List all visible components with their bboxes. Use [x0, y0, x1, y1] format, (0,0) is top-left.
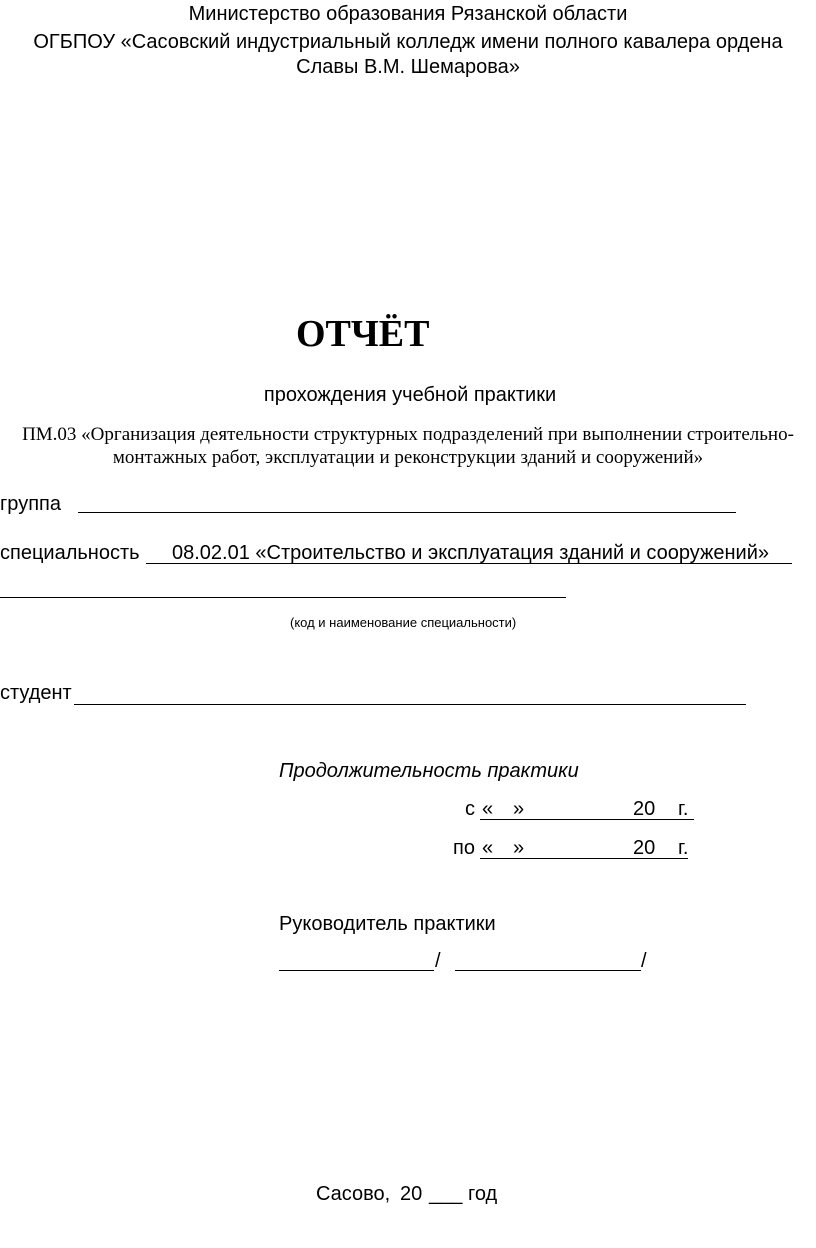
duration-from-year: 20	[633, 798, 656, 820]
footer-year-prefix: 20	[400, 1183, 423, 1205]
duration-to-prefix: по	[453, 837, 475, 859]
group-fill-line	[78, 512, 736, 513]
college-line-1: ОГБПОУ «Сасовский индустриальный колледж имени полного кавалера ордена	[33, 31, 783, 53]
report-subtitle: прохождения учебной практики	[263, 384, 557, 406]
group-label: группа	[0, 493, 61, 515]
college-line-2: Славы В.М. Шемарова»	[296, 56, 520, 78]
duration-title: Продолжительность практики	[279, 760, 579, 782]
footer-year-word: год	[468, 1183, 498, 1205]
specialty-label: специальность	[0, 542, 140, 564]
duration-from-prefix: с	[465, 798, 475, 820]
student-fill-line	[74, 704, 746, 705]
supervisor-slash-1: /	[435, 950, 441, 972]
module-line-1: ПМ.03 «Организация деятельности структурных подразделений при выполнении строительно-	[22, 424, 794, 445]
duration-to-year: 20	[633, 837, 656, 859]
student-label: студент	[0, 682, 72, 704]
footer-city: Сасово,	[316, 1183, 391, 1205]
specialty-value: 08.02.01 «Строительство и эксплуатация зданий и сооружений»	[172, 542, 770, 564]
report-title: ОТЧЁТ	[296, 313, 430, 355]
specialty-caption: (код и наименование специальности)	[290, 615, 517, 630]
duration-from-open-quote: «	[482, 798, 494, 820]
duration-to-open-quote: «	[482, 837, 494, 859]
duration-to-year-suffix: г.	[678, 837, 689, 859]
supervisor-name-line	[455, 970, 641, 971]
supervisor-slash-2: /	[641, 950, 647, 972]
duration-from-close-quote: »	[513, 798, 525, 820]
module-line-2: монтажных работ, эксплуатации и реконструкции зданий и сооружений»	[112, 447, 704, 468]
duration-to-close-quote: »	[513, 837, 525, 859]
duration-to-line	[480, 858, 688, 859]
specialty-second-line	[0, 597, 566, 598]
footer-year-blank: ___	[429, 1183, 463, 1205]
supervisor-label: Руководитель практики	[279, 913, 496, 935]
ministry-line: Министерство образования Рязанской области	[188, 3, 628, 25]
duration-from-year-suffix: г.	[678, 798, 689, 820]
supervisor-signature-line	[279, 970, 434, 971]
